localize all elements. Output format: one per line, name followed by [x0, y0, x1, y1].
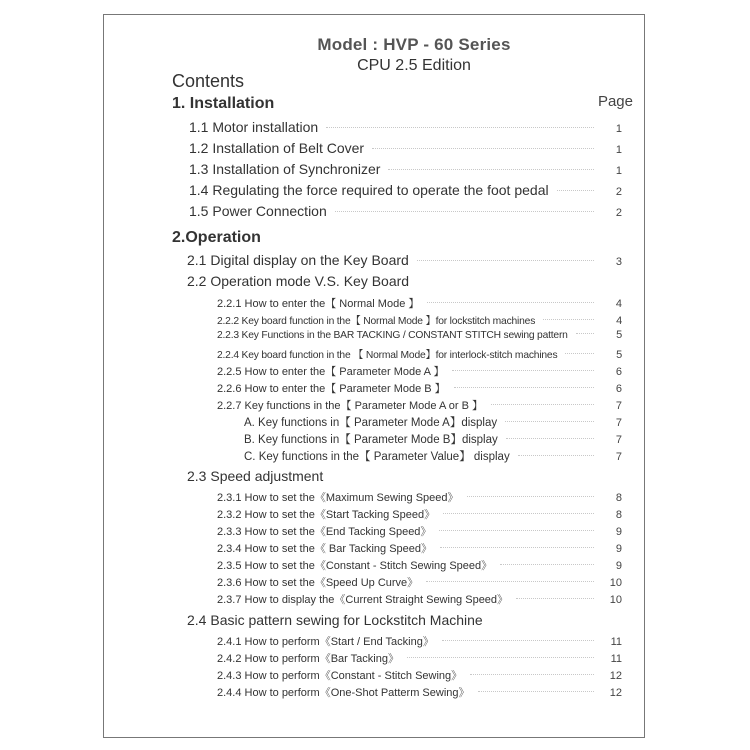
toc-page-number: 9 [615, 560, 622, 572]
toc-entry-label: 2.3.4 How to set the《 Bar Tacking Speed》 [217, 543, 433, 555]
dot-leader [452, 370, 594, 371]
dot-leader [442, 640, 594, 641]
dot-leader [543, 319, 594, 320]
dot-leader [326, 127, 594, 128]
toc-entry-label: 2.2.1 How to enter the【 Normal Mode 】 [217, 298, 420, 310]
dot-leader [506, 438, 594, 439]
toc-entry-label: 2.3.6 How to set the《Speed Up Curve》 [217, 577, 419, 589]
toc-page-number: 6 [615, 383, 622, 395]
toc-entry-label: C. Key functions in the【 Parameter Value】 display [244, 451, 510, 463]
toc-subsection-heading[interactable] [187, 612, 483, 628]
toc-page-number: 12 [609, 670, 622, 682]
toc-entry-label: 2.2.3 Key Functions in the BAR TACKING / CONSTANT STITCH sewing pattern [217, 330, 568, 341]
dot-leader [505, 421, 594, 422]
toc-entry[interactable] [244, 414, 622, 430]
dot-leader [557, 190, 594, 191]
page-column-heading: Page [597, 93, 633, 110]
toc-entry[interactable] [217, 380, 622, 396]
toc-entry-label: 2.2.6 How to enter the【 Parameter Mode B 】 [217, 383, 446, 395]
toc-entry-label: 1.4 Regulating the force required to operate the foot pedal [189, 182, 549, 198]
dot-leader [565, 353, 594, 354]
contents-heading: Contents [172, 71, 245, 91]
toc-entry[interactable] [217, 329, 622, 341]
toc-entry[interactable] [217, 397, 622, 413]
toc-section-label: 1. Installation [172, 95, 275, 112]
toc-entry[interactable] [189, 182, 622, 198]
toc-entry[interactable] [217, 523, 622, 539]
toc-entry-label: 2.3 Speed adjustment [187, 468, 324, 484]
toc-page-number: 2 [615, 186, 622, 198]
toc-entry[interactable] [244, 431, 622, 447]
toc-entry[interactable] [217, 489, 622, 505]
toc-entry-label: 1.5 Power Connection [189, 203, 327, 219]
toc-entry-label: 2.3.5 How to set the《Constant - Stitch Sewing Speed》 [217, 560, 493, 572]
dot-leader [427, 302, 594, 303]
toc-page-number: 11 [610, 653, 622, 665]
toc-entry-label: 2.4.4 How to perform《One-Shot Patterm Sewing》 [217, 687, 470, 699]
toc-entry-label: 2.3.2 How to set the《Start Tacking Speed》 [217, 509, 436, 521]
toc-subsection-heading[interactable] [187, 468, 323, 484]
dot-leader [440, 547, 594, 548]
toc-entry[interactable] [217, 363, 622, 379]
toc-entry-label: 2.1 Digital display on the Key Board [187, 252, 409, 268]
toc-entry-label: 2.3.3 How to set the《End Tacking Speed》 [217, 526, 432, 538]
toc-entry[interactable] [189, 140, 622, 156]
toc-entry-label: 2.4.2 How to perform《Bar Tacking》 [217, 653, 399, 665]
dot-leader [491, 404, 594, 405]
toc-entry-label: 2.2.2 Key board function in the【 Normal Mode 】for lockstitch machines [217, 316, 536, 327]
toc-entry-label: 2.4.3 How to perform《Constant - Stitch Sewing》 [217, 670, 463, 682]
toc-entry-label: 2.3.7 How to display the《Current Straight Sewing Speed》 [217, 594, 509, 606]
toc-section-label: 2.Operation [172, 229, 261, 246]
toc-page-number: 5 [616, 329, 622, 341]
toc-entry-label: 1.1 Motor installation [189, 119, 319, 135]
toc-entry-label: B. Key functions in【 Parameter Mode B】display [244, 434, 498, 446]
dot-leader [478, 691, 595, 692]
document-page [103, 14, 645, 738]
toc-entry[interactable] [217, 667, 622, 683]
toc-entry[interactable] [189, 119, 622, 135]
toc-entry-label: 2.3.1 How to set the《Maximum Sewing Speed》 [217, 492, 459, 504]
dot-leader [439, 530, 594, 531]
toc-entry-label: 2.2 Operation mode V.S. Key Board [187, 273, 410, 289]
toc-page-number: 12 [609, 687, 622, 699]
toc-page-number: 2 [615, 207, 622, 219]
toc-entry[interactable] [244, 448, 622, 464]
toc-page-number: 8 [615, 509, 622, 521]
toc-entry[interactable] [217, 574, 622, 590]
toc-entry-label: 2.2.7 Key functions in the【 Parameter Mode A or B 】 [217, 400, 483, 412]
toc-page-number: 8 [615, 492, 622, 504]
toc-section-heading[interactable] [172, 95, 274, 113]
dot-leader [467, 496, 594, 497]
dot-leader [516, 598, 594, 599]
toc-entry-label: A. Key functions in【 Parameter Mode A】display [244, 417, 498, 429]
toc-page-number: 7 [615, 417, 622, 429]
toc-entry-label: 2.2.4 Key board function in the 【 Normal Mode】for interlock-stitch machines [217, 350, 558, 361]
toc-entry[interactable] [217, 684, 622, 700]
toc-entry-label: 1.3 Installation of Synchronizer [189, 161, 381, 177]
toc-entry[interactable] [187, 252, 622, 268]
toc-entry-label: 2.2.5 How to enter the【 Parameter Mode A 】 [217, 366, 445, 378]
toc-page-number: 11 [610, 636, 622, 648]
dot-leader [500, 564, 594, 565]
dot-leader [576, 333, 594, 334]
dot-leader [335, 211, 594, 212]
toc-page-number: 3 [615, 256, 622, 268]
toc-page-number: 9 [615, 526, 622, 538]
toc-page-number: 7 [615, 400, 622, 412]
document-subtitle: CPU 2.5 Edition [357, 57, 471, 74]
toc-entry-label: 1.2 Installation of Belt Cover [189, 140, 365, 156]
dot-leader [443, 513, 594, 514]
toc-entry[interactable] [217, 540, 622, 556]
dot-leader [470, 674, 594, 675]
toc-entry[interactable] [189, 203, 622, 219]
toc-entry[interactable] [217, 295, 622, 311]
toc-page-number: 1 [615, 165, 622, 177]
toc-entry-label: 2.4 Basic pattern sewing for Lockstitch Machine [187, 612, 483, 628]
dot-leader [372, 148, 594, 149]
dot-leader [417, 260, 594, 261]
toc-page-number: 4 [615, 298, 622, 310]
toc-page-number: 1 [615, 144, 622, 156]
toc-entry[interactable] [217, 591, 622, 607]
toc-entry[interactable] [217, 557, 622, 573]
toc-entry[interactable] [217, 633, 622, 649]
toc-page-number: 1 [615, 123, 622, 135]
dot-leader [426, 581, 594, 582]
toc-entry-label: 2.4.1 How to perform《Start / End Tacking》 [217, 636, 434, 648]
toc-entry[interactable] [217, 506, 622, 522]
toc-page-number: 10 [609, 577, 622, 589]
toc-page-number: 9 [615, 543, 622, 555]
dot-leader [388, 169, 594, 170]
dot-leader [454, 387, 594, 388]
toc-page-number: 6 [615, 366, 622, 378]
document-title: Model : HVP - 60 Series [317, 35, 511, 54]
toc-entry[interactable] [217, 650, 622, 666]
toc-page-number: 7 [615, 434, 622, 446]
toc-page-number: 10 [609, 594, 622, 606]
dot-leader [518, 455, 594, 456]
toc-section-heading[interactable] [172, 229, 261, 247]
toc-entry[interactable] [189, 161, 622, 177]
toc-entry[interactable] [217, 346, 622, 361]
toc-entry[interactable] [217, 312, 622, 327]
toc-page-number: 4 [616, 315, 622, 327]
toc-page-number: 5 [616, 349, 622, 361]
toc-subsection-heading[interactable] [187, 273, 409, 289]
toc-page-number: 7 [615, 451, 622, 463]
dot-leader [407, 657, 594, 658]
